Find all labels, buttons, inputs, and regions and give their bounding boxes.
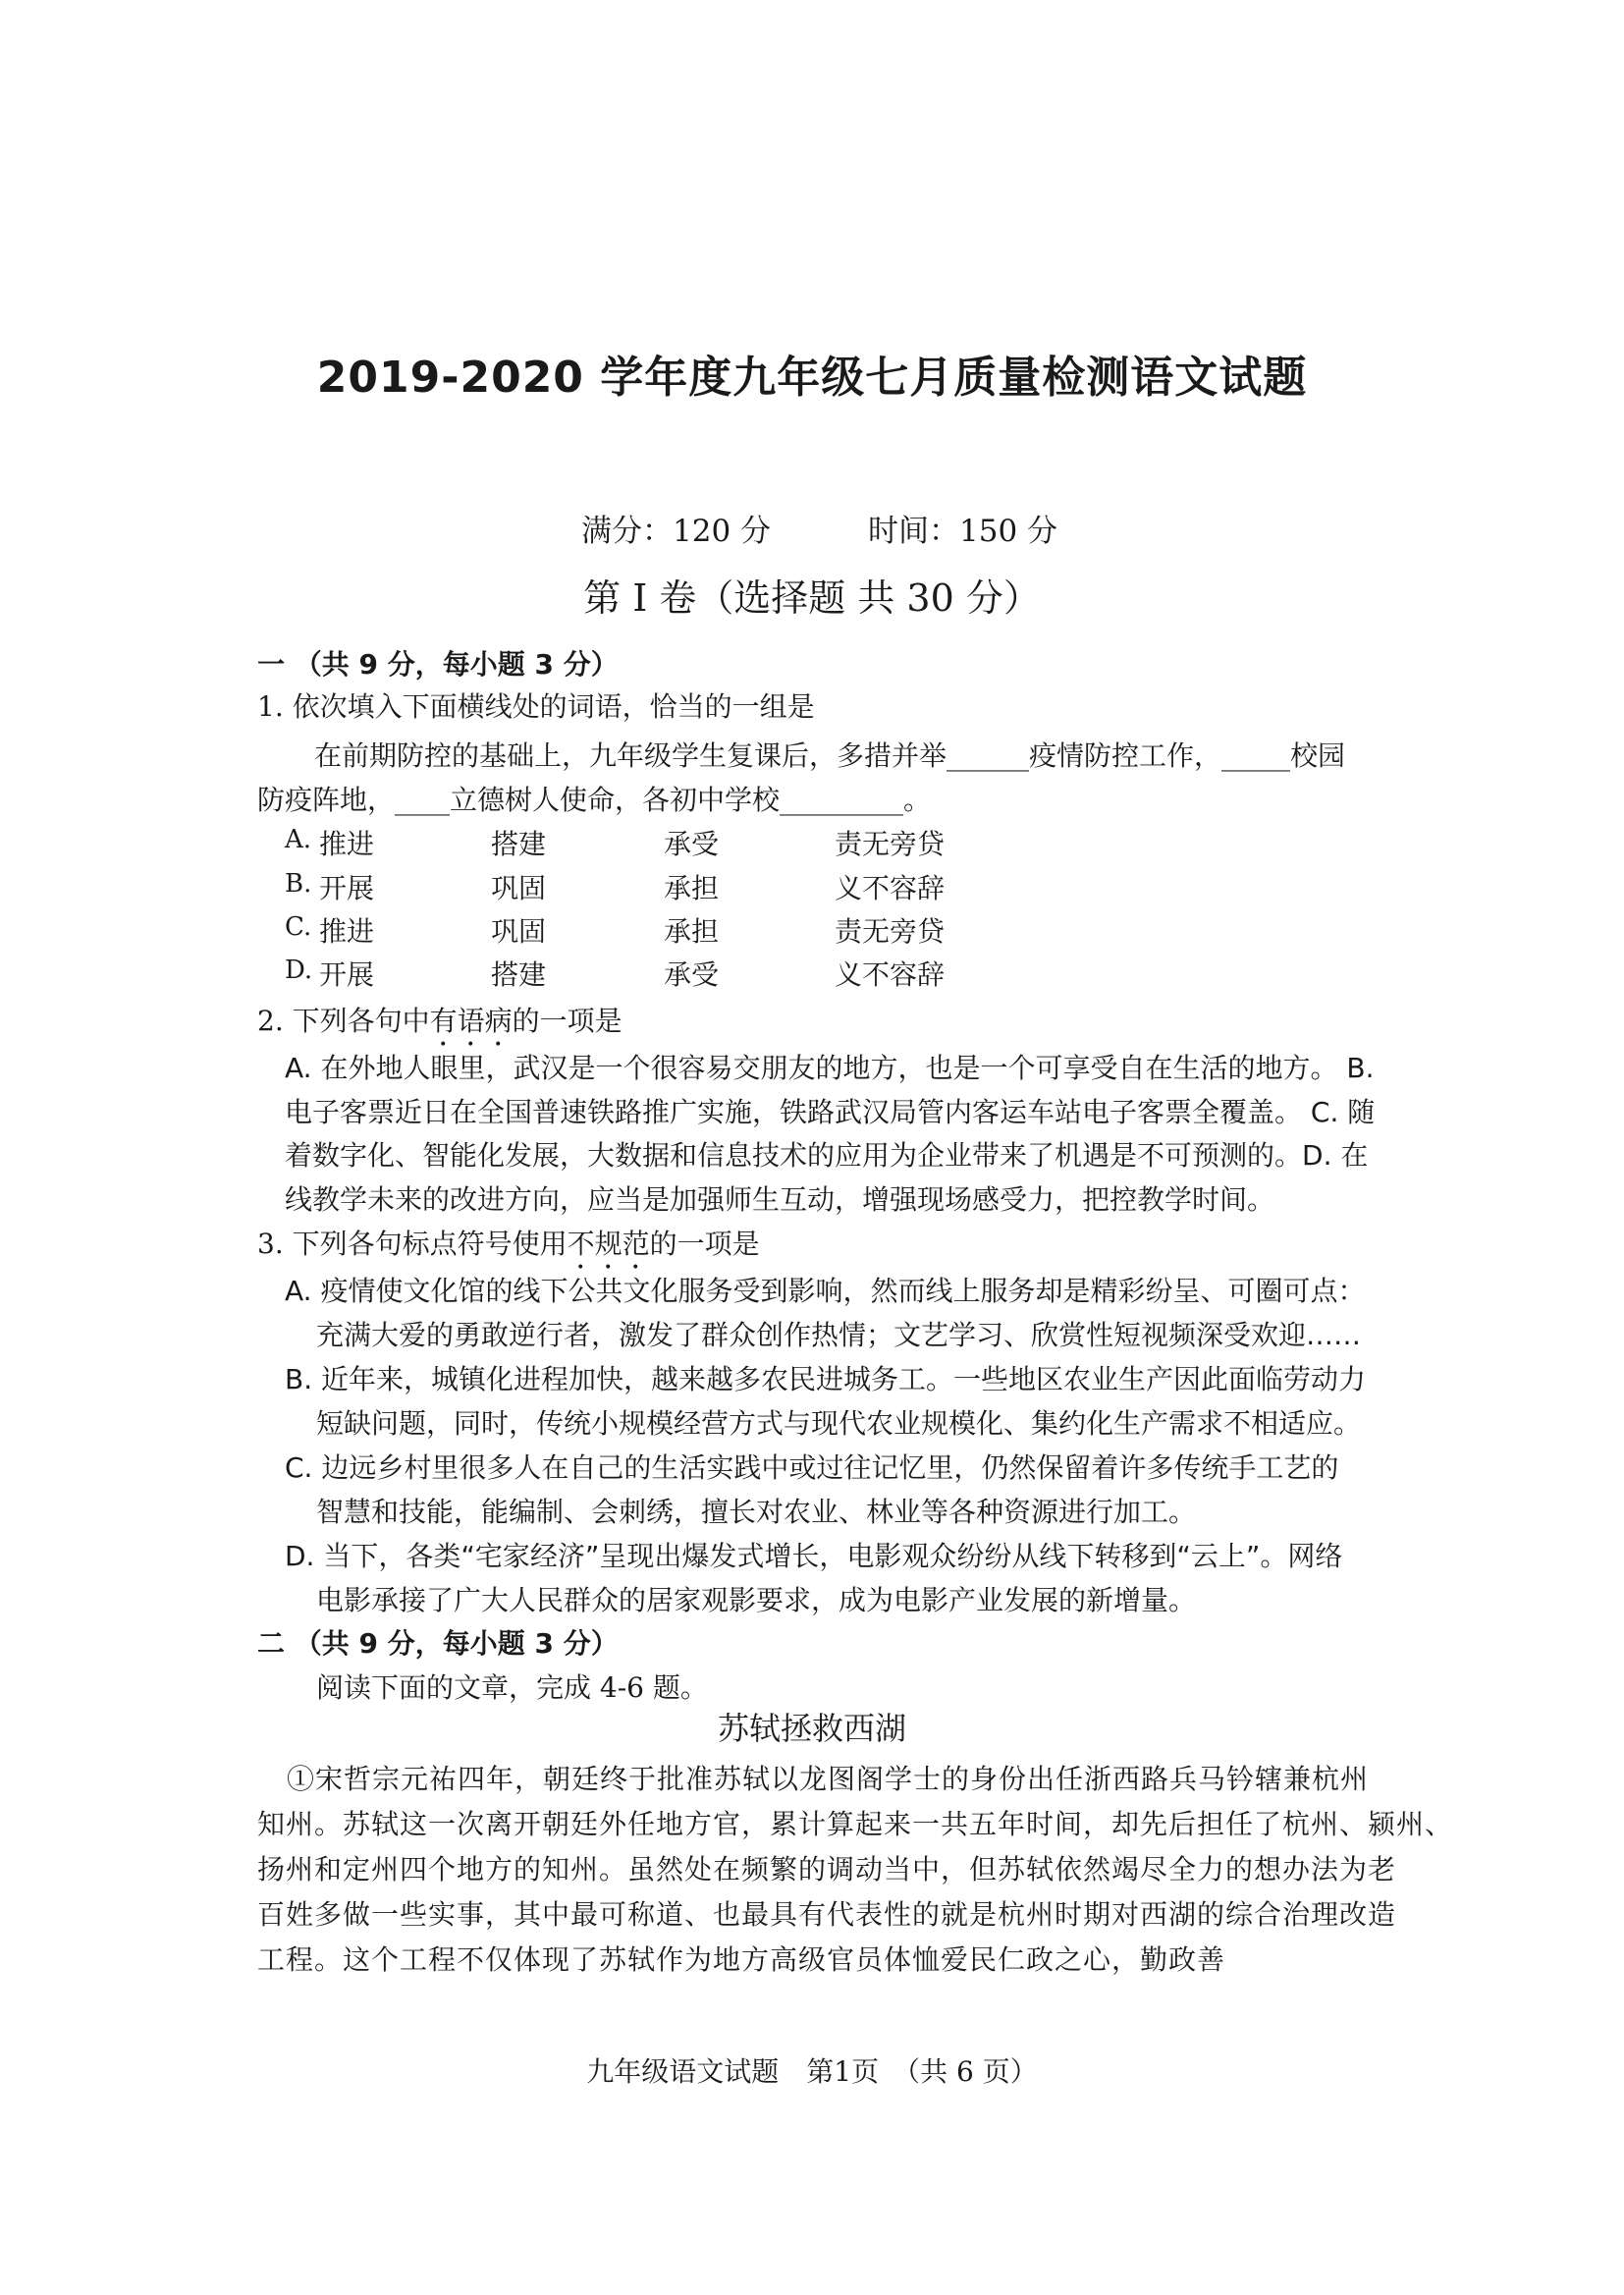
question-2-line: 线教学未来的改进方向，应当是加强师生互动，增强现场感受力，把控教学时间。 — [285, 1183, 1275, 1216]
reading-instruction: 阅读下面的文章，完成 4-6 题。 — [316, 1671, 708, 1704]
part-heading: 第 I 卷（选择题 共 30 分） — [583, 576, 1041, 620]
passage-title: 苏轼拯救西湖 — [717, 1710, 906, 1747]
option-word: 开展 — [319, 958, 375, 991]
emphasis-text: 有语病 — [429, 1005, 513, 1037]
question-3-option-b: B. 近年来，城镇化进程加快，越来越多农民进城务工。一些地区农业生产因此面临劳动力 — [285, 1363, 1367, 1395]
passage-line: 扬州和定州四个地方的知州。虽然处在频繁的调动当中，但苏轼依然竭尽全力的想办法为老 — [257, 1853, 1397, 1885]
question-3-option-a: A. 疫情使文化馆的线下公共文化服务受到影响，然而线上服务却是精彩纷呈、可圈可点： — [285, 1275, 1366, 1307]
option-word: 巩固 — [491, 915, 547, 948]
passage-line: 知州。苏轼这一次离开朝廷外任地方官，累计算起来一共五年时间，却先后担任了杭州、颍州、 — [257, 1808, 1454, 1840]
option-word: 责无旁贷 — [835, 828, 946, 860]
question-3-option-c: C. 边远乡村里很多人在自己的生活实践中或过往记忆里，仍然保留着许多传统手工艺的 — [285, 1451, 1339, 1484]
option-word: 搭建 — [491, 828, 547, 860]
exam-title: 2019-2020 学年度九年级七月质量检测语文试题 — [316, 353, 1308, 403]
section-heading-2: 二 （共 9 分，每小题 3 分） — [257, 1627, 619, 1660]
emphasis-text: 不规范 — [567, 1228, 650, 1260]
option-label: C. — [285, 912, 312, 942]
passage-line: 工程。这个工程不仅体现了苏轼作为地方高级官员体恤爱民仁政之心，勤政善 — [257, 1943, 1226, 1976]
option-word: 责无旁贷 — [835, 915, 946, 948]
stem-text: 的一项是 — [512, 1005, 623, 1037]
question-1-passage-line: 防疫阵地，____立德树人使命，各初中学校_________。 — [257, 784, 932, 816]
option-word: 承受 — [664, 828, 720, 860]
stem-text: 2. 下列各句中 — [257, 1005, 430, 1037]
option-word: 义不容辞 — [835, 958, 946, 991]
page-footer: 九年级语文试题 第1页 （共 6 页） — [586, 2055, 1038, 2088]
question-3-option-b-cont: 短缺问题，同时，传统小规模经营方式与现代农业规模化、集约化生产需求不相适应。 — [316, 1407, 1362, 1440]
full-score: 满分：120 分 — [581, 514, 772, 549]
option-word: 开展 — [319, 872, 375, 904]
stem-text: 3. 下列各句标点符号使用 — [257, 1228, 568, 1260]
question-1-stem: 1. 依次填入下面横线处的词语，恰当的一组是 — [257, 690, 815, 723]
question-2-line: 着数字化、智能化发展，大数据和信息技术的应用为企业带来了机遇是不可预测的。D. 在 — [285, 1139, 1369, 1172]
option-word: 推进 — [319, 828, 375, 860]
question-2-line: 电子客票近日在全国普速铁路推广实施，铁路武汉局管内客运车站电子客票全覆盖。 C. 随 — [285, 1096, 1376, 1128]
question-3-option-d-cont: 电影承接了广大人民群众的居家观影要求，成为电影产业发展的新增量。 — [316, 1584, 1197, 1616]
option-word: 推进 — [319, 915, 375, 948]
option-word: 承担 — [664, 872, 720, 904]
option-word: 巩固 — [491, 872, 547, 904]
option-word: 承受 — [664, 958, 720, 991]
question-3-stem — [257, 1223, 760, 1276]
option-label: A. — [285, 825, 312, 854]
passage-line: 百姓多做一些实事，其中最可称道、也最具有代表性的就是杭州时期对西湖的综合治理改造 — [257, 1898, 1397, 1931]
question-2-line: A. 在外地人眼里，武汉是一个很容易交朋友的地方，也是一个可享受自在生活的地方。 B. — [285, 1052, 1375, 1084]
option-word: 搭建 — [491, 958, 547, 991]
option-label: B. — [285, 869, 312, 899]
stem-text: 的一项是 — [649, 1228, 760, 1260]
option-label: D. — [285, 956, 313, 985]
question-1-passage-line: 在前期防控的基础上，九年级学生复课后，多措并举______疫情防控工作，_____校园 — [314, 739, 1346, 772]
option-word: 承担 — [664, 915, 720, 948]
section-heading-1: 一 （共 9 分，每小题 3 分） — [257, 648, 619, 681]
question-3-option-d: D. 当下，各类“宅家经济”呈现出爆发式增长，电影观众纷纷从线下转移到“云上”。网络 — [285, 1540, 1343, 1572]
exam-time: 时间：150 分 — [868, 514, 1058, 549]
question-2-stem — [257, 1000, 623, 1053]
option-word: 义不容辞 — [835, 872, 946, 904]
question-3-option-a-cont: 充满大爱的勇敢逆行者，激发了群众创作热情；文艺学习、欣赏性短视频深受欢迎…… — [316, 1319, 1362, 1351]
passage-line: ①宋哲宗元祐四年，朝廷终于批准苏轼以龙图阁学士的身份出任浙西路兵马钤辖兼杭州 — [287, 1763, 1370, 1795]
question-3-option-c-cont: 智慧和技能，能编制、会刺绣，擅长对农业、林业等各种资源进行加工。 — [316, 1496, 1197, 1528]
